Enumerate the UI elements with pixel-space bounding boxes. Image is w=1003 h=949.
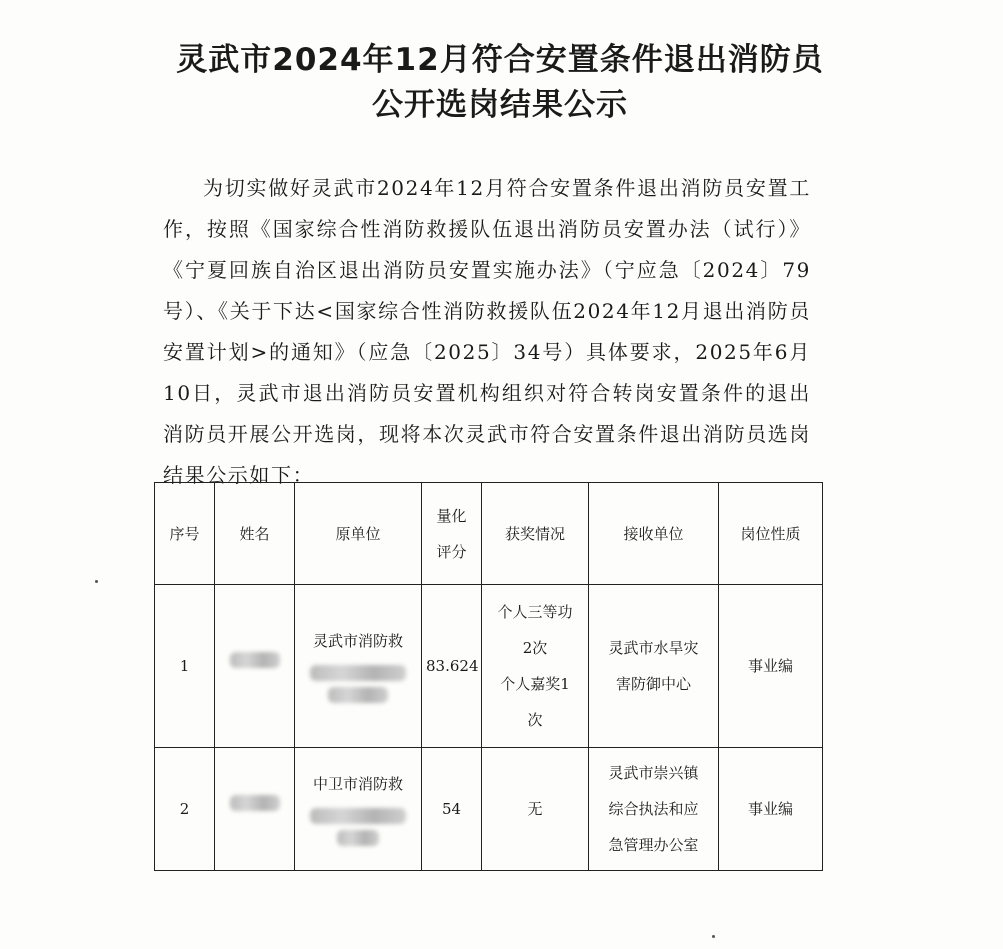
table-row	[155, 585, 823, 748]
cell-seq: 2	[155, 748, 215, 871]
cell-name-redacted	[215, 748, 295, 871]
cell-awards	[482, 585, 589, 748]
receiving-line-3: 急管理办公室	[608, 836, 699, 854]
cell-post-nature: 事业编	[719, 585, 823, 748]
original-unit-text: 中卫市消防救	[312, 775, 403, 793]
original-unit-text: 灵武市消防救	[312, 632, 403, 650]
title-line-1: 灵武市2024年12月符合安置条件退出消防员	[176, 42, 824, 78]
awards-line-3: 个人嘉奖1	[500, 675, 570, 693]
results-table	[154, 482, 823, 871]
cell-original-unit	[295, 748, 422, 871]
awards-line-2: 2次	[522, 639, 548, 657]
receiving-line-2: 害防御中心	[615, 675, 691, 693]
table-header-row	[155, 483, 823, 585]
header-receiving-unit: 接收单位	[589, 483, 719, 585]
announcement-paragraph: 为切实做好灵武市2024年12月符合安置条件退出消防员安置工作，按照《国家综合性消防救援队伍退出消防员安置办法（试行）》《宁夏回族自治区退出消防员安置实施办法》（宁应急〔2024〕79号）、《关于下达<国家综合性消防救援队伍2024年12月退出消防员安置计划>的通知》（应急〔2025〕34号）具体要求，2025年6月10日，灵武市退出消防员安置机构组织对符合转岗安置条件的退出消防员开展公开选岗，现将本次灵武市符合安置条件退出消防员选岗结果公示如下：	[163, 176, 811, 487]
header-score-line-2: 评分	[436, 542, 467, 561]
scan-speck	[712, 935, 715, 938]
cell-post-nature: 事业编	[719, 748, 823, 871]
table-row	[155, 748, 823, 871]
receiving-line-2: 综合执法和应	[608, 800, 699, 818]
cell-seq: 1	[155, 585, 215, 748]
cell-receiving-unit	[589, 585, 719, 748]
header-score-line-1: 量化	[436, 506, 467, 525]
redaction-blur	[230, 652, 280, 668]
cell-score: 83.624	[422, 585, 482, 748]
document-title	[120, 38, 880, 128]
receiving-line-1: 灵武市崇兴镇	[608, 764, 699, 782]
header-score	[422, 483, 482, 585]
cell-score: 54	[422, 748, 482, 871]
header-post-nature: 岗位性质	[719, 483, 823, 585]
awards-line-4: 次	[527, 711, 543, 729]
header-name: 姓名	[215, 483, 295, 585]
redaction-blur	[310, 808, 406, 824]
header-awards: 获奖情况	[482, 483, 589, 585]
redaction-blur	[337, 830, 379, 846]
title-line-2: 公开选岗结果公示	[372, 87, 628, 123]
header-original-unit: 原单位	[295, 483, 422, 585]
scan-speck	[95, 580, 98, 583]
redaction-blur	[310, 665, 406, 681]
redaction-blur	[328, 687, 388, 703]
cell-name-redacted	[215, 585, 295, 748]
cell-awards: 无	[482, 748, 589, 871]
header-seq: 序号	[155, 483, 215, 585]
cell-receiving-unit	[589, 748, 719, 871]
receiving-line-1: 灵武市水旱灾	[608, 639, 699, 657]
cell-original-unit	[295, 585, 422, 748]
redaction-blur	[230, 795, 280, 811]
awards-line-1: 个人三等功	[497, 603, 573, 621]
